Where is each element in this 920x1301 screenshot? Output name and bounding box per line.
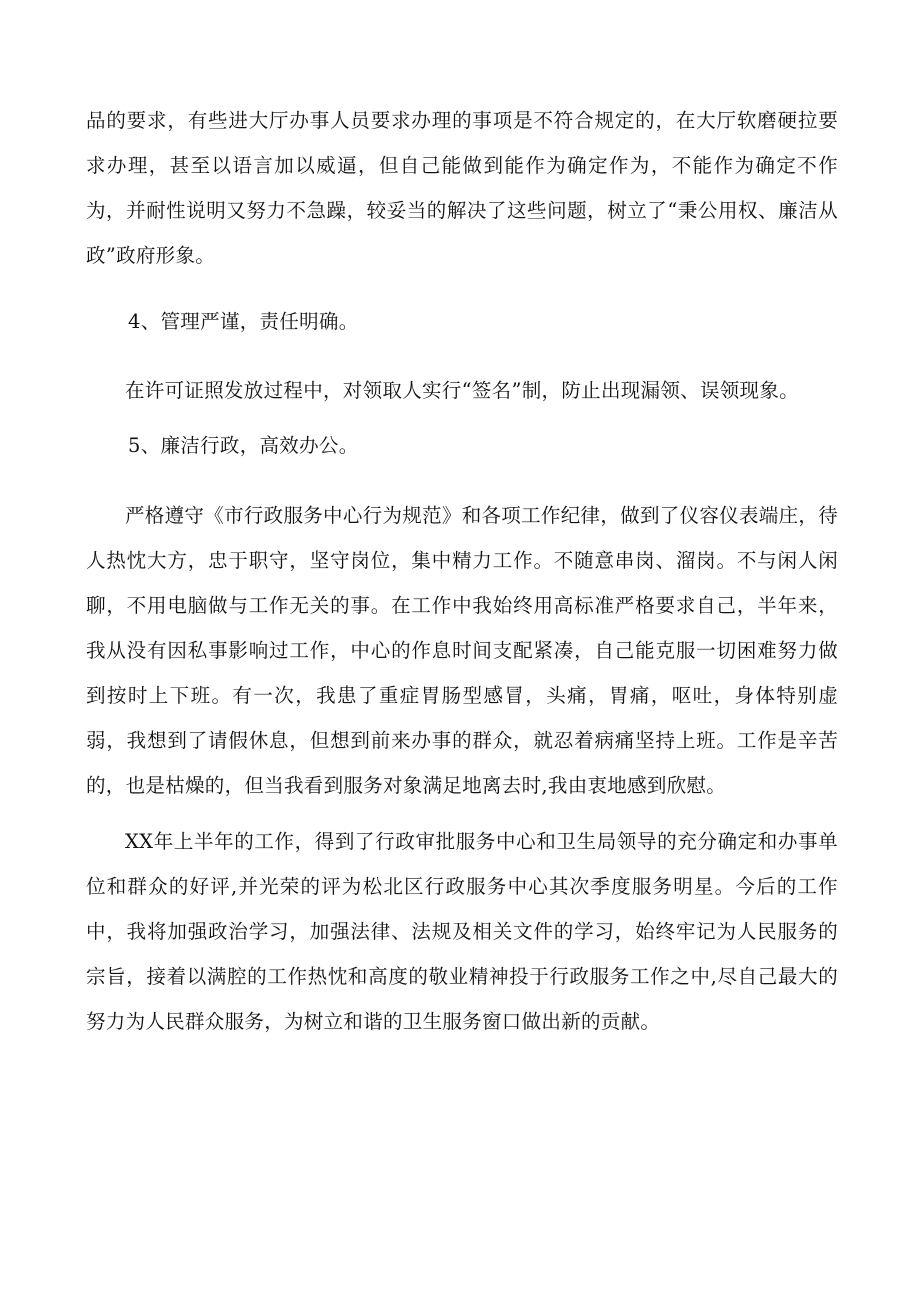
paragraph-6: XX年上半年的工作，得到了行政审批服务中心和卫生局领导的充分确定和办事单位和群众的好评,并光荣的评为松北区行政服务中心其次季度服务明星。今后的工作中，我将加强政治学习，加强法律、法规及相关文件的学习，始终牢记为人民服务的宗旨，接着以满腔的工作热忱和高度的敬业精神投于行政服务工作之中,尽自己最大的努力为人民群众服务，为树立和谐的卫生服务窗口做出新的贡献。 [86,830,838,1033]
paragraph-continuation: 品的要求，有些进大厅办事人员要求办理的事项是不符合规定的，在大厅软磨硬拉要求办理，甚至以语言加以威逼，但自己能做到能作为确定作为，不能作为确定不作为，并耐性说明又努力不急躁，较妥当的解决了这些问题，树立了“秉公用权、廉洁从政”政府形象。 [86,109,838,267]
paragraph-4: 在许可证照发放过程中，对领取人实行“签名”制，防止出现漏领、误领现象。 [125,379,799,402]
section-heading-4: 4、管理严谨，责任明确。 [128,310,359,333]
section-heading-5: 5、廉洁行政，高效办公。 [128,434,359,457]
paragraph-5: 严格遵守《市行政服务中心行为规范》和各项工作纪律，做到了仪容仪表端庄，待人热忱大方，忠于职守，坚守岗位，集中精力工作。不随意串岗、溜岗。不与闲人闲聊，不用电脑做与工作无关的事。在工作中我始终用高标准严格要求自己，半年来，我从没有因私事影响过工作，中心的作息时间支配紧凑，自己能克服一切困难努力做到按时上下班。有一次，我患了重症胃肠型感冒，头痛，胃痛，呕吐，身体特别虚弱，我想到了请假休息，但想到前来办事的群众，就忍着病痛坚持上班。工作是辛苦的，也是枯燥的，但当我看到服务对象满足地离去时,我由衷地感到欣慰。 [86,504,838,797]
